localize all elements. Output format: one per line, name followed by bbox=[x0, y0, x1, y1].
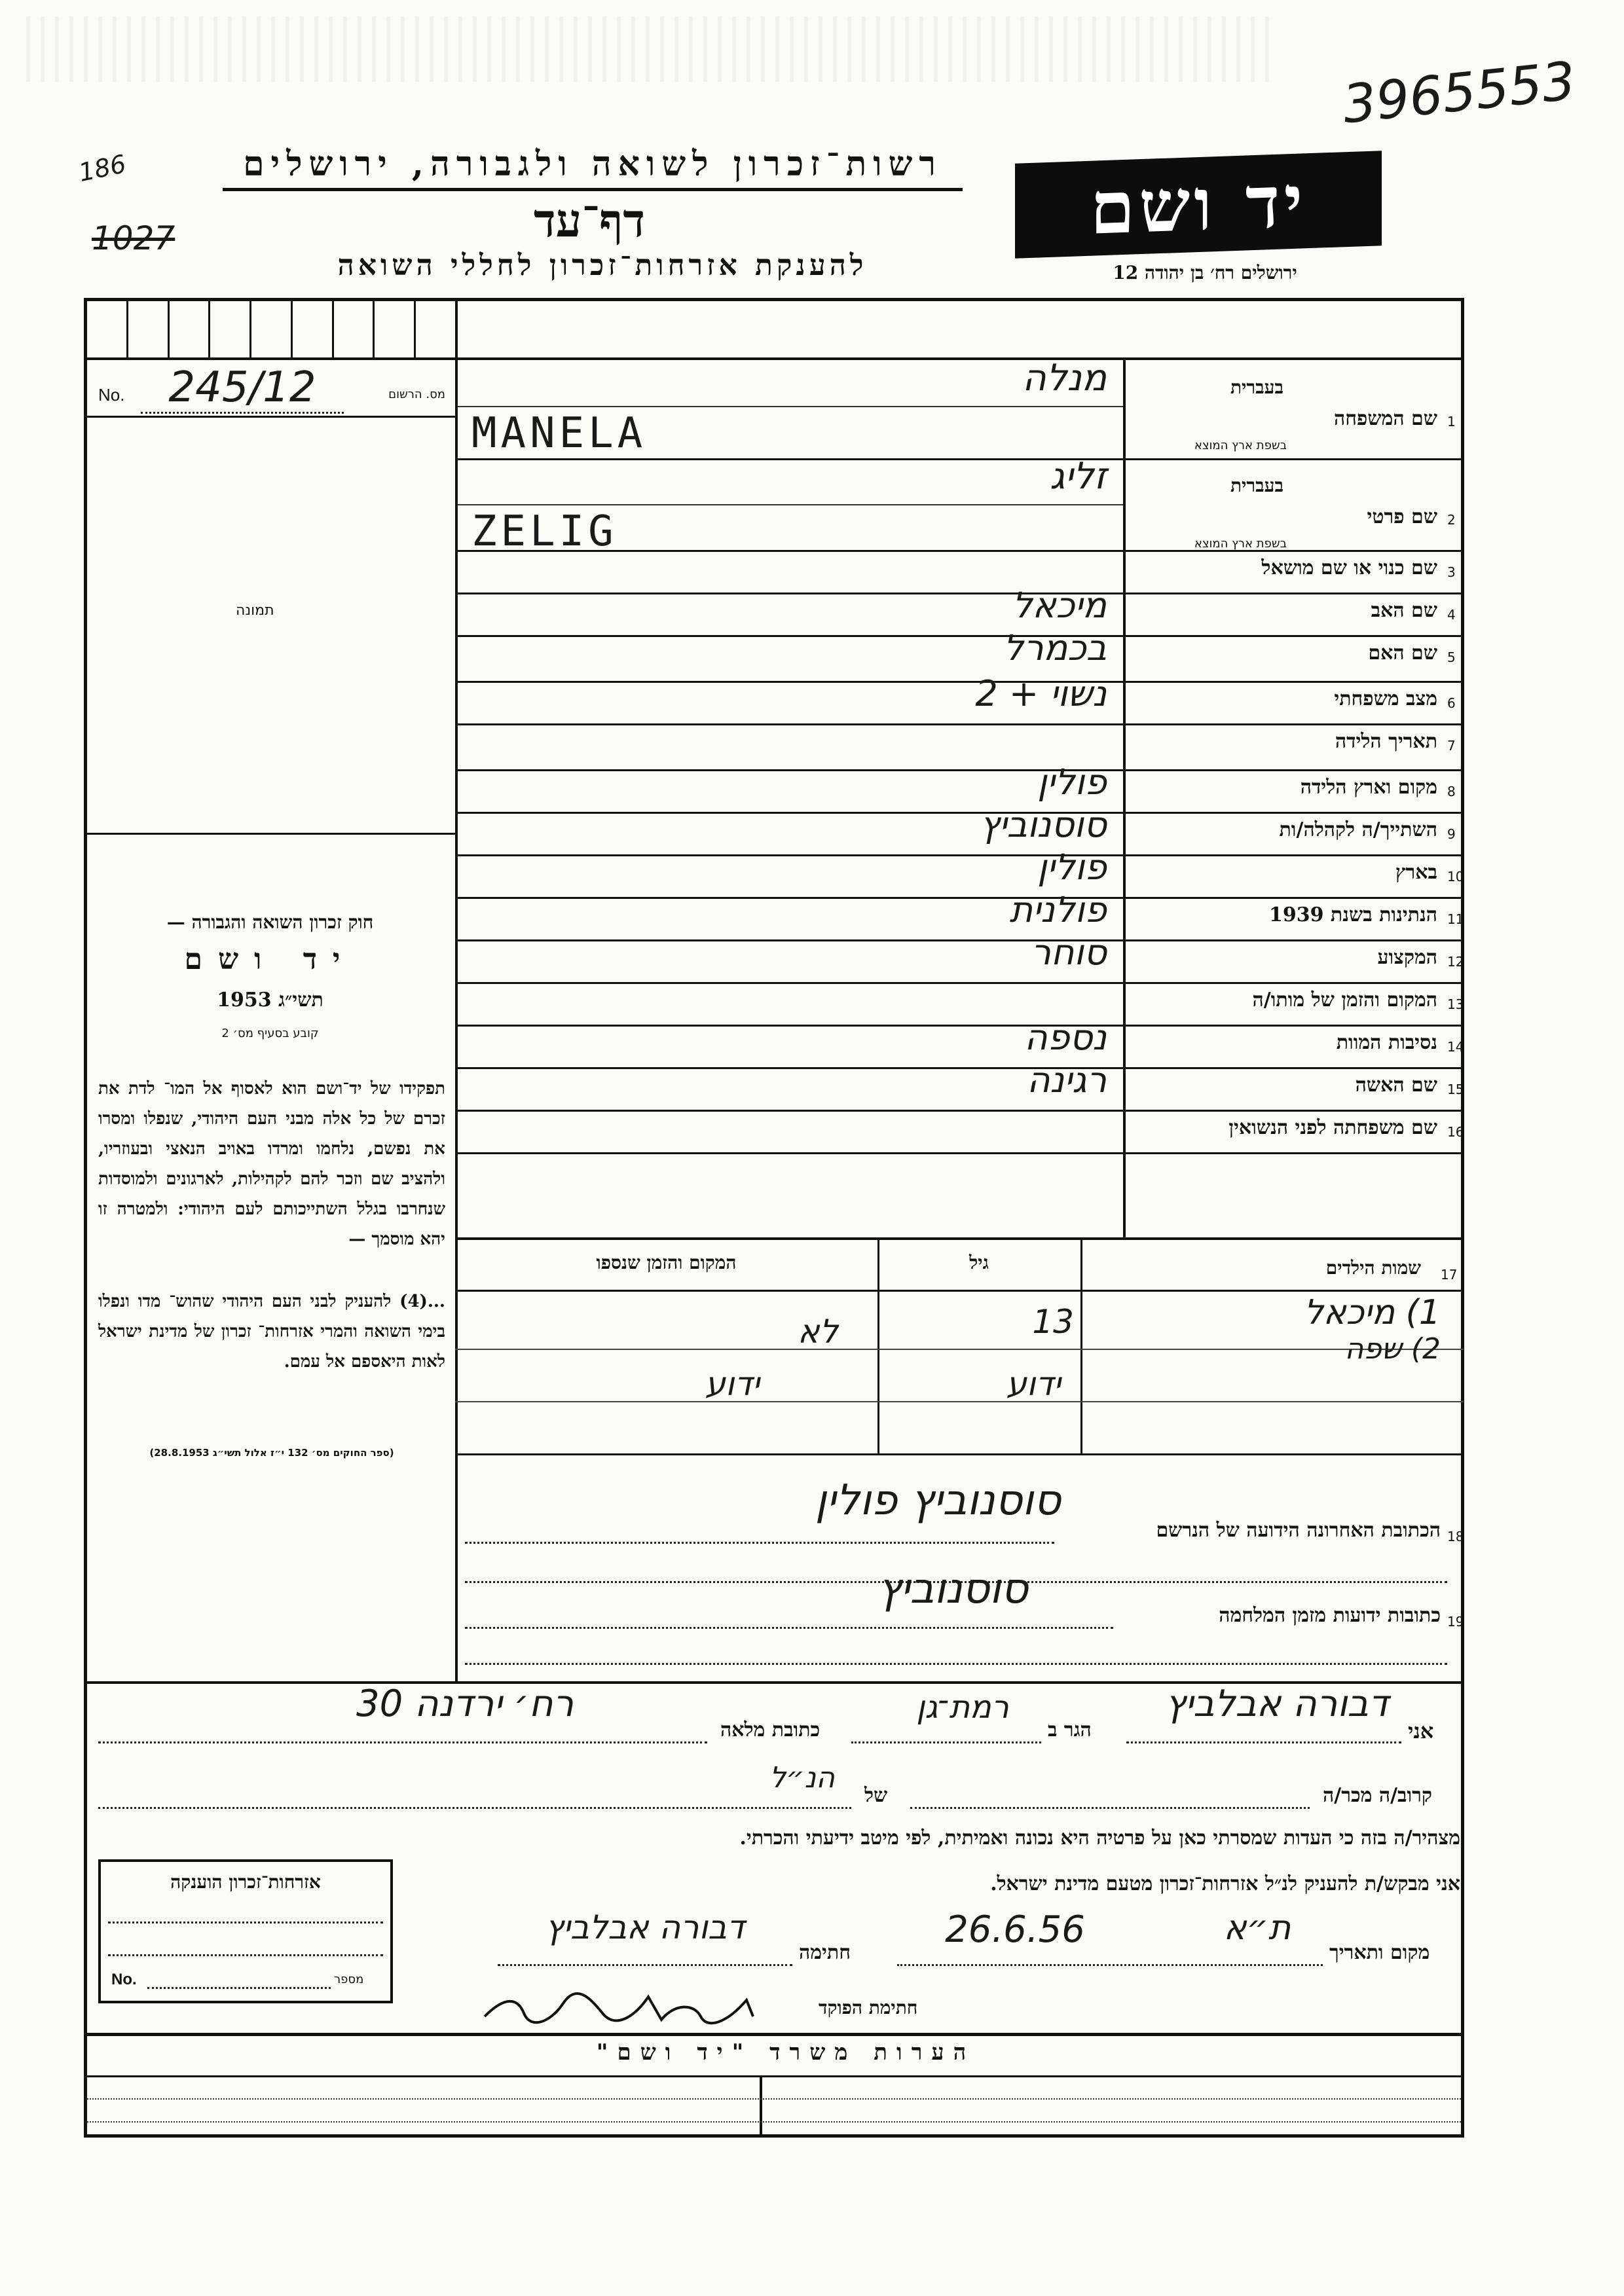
field-1-value-latin: MANELA bbox=[471, 409, 647, 458]
field-10-no: 10 bbox=[1447, 869, 1464, 884]
decl-signature-label: חתימה bbox=[799, 1941, 851, 1964]
field-1-value-hebrew: מנלה bbox=[1022, 357, 1107, 399]
law-name: יד ושם bbox=[184, 943, 356, 976]
field-13-no: 13 bbox=[1447, 996, 1464, 1012]
field-2-label: שם פרטי bbox=[1367, 505, 1437, 528]
law-para1: תפקידו של יד־ושם הוא לאסוף אל המו־ לדת את זכרם של כל אלה מבני העם היהודי, שנפלו ומסרו את נפשם, נלחמו ומרדו באויב הנאצי ובעוזריו, ולהציב שם וזכר להם לקהילות, לארגונים ולמוסדות שנחרבו בגלל השתייכותם לעם היהודי: ולמטרה זו יהא מוסמך — bbox=[98, 1079, 445, 1249]
field-9-value: סוסנוביץ bbox=[980, 804, 1107, 845]
decl-statement-2: אני מבקש/ת להעניק לנ״ל אזרחות־זכרון מטעם מדינת ישראל. bbox=[990, 1872, 1460, 1895]
field-7-label: תאריך הלידה bbox=[1335, 730, 1437, 753]
decl-i-line bbox=[1126, 1741, 1401, 1743]
field-1-sublabel-origin: בשפת ארץ המוצא bbox=[1194, 439, 1287, 452]
label-column-divider bbox=[1123, 360, 1126, 1237]
decl-resides-label: הגר ב bbox=[1048, 1719, 1092, 1741]
field-18-no: 18 bbox=[1447, 1529, 1464, 1544]
scan-noise bbox=[26, 16, 1270, 82]
registration-no-label-he: מס. הרשום bbox=[388, 388, 445, 401]
decl-place-date-line bbox=[897, 1964, 1323, 1966]
children-col-divider-1 bbox=[877, 1237, 879, 1453]
grant-box-no-en: No. bbox=[111, 1971, 137, 1988]
field-16-label: שם משפחתה לפני הנשואין bbox=[1228, 1116, 1437, 1139]
children-col-names: שמות הילדים bbox=[1325, 1257, 1421, 1279]
remarks-rule-1 bbox=[87, 2098, 1461, 2100]
field-6-no: 6 bbox=[1447, 695, 1456, 711]
institution-name: רשות־זכרון לשואה ולגבורה, ירושלים bbox=[223, 144, 963, 191]
field-18-value: סוסנוביץ פולין bbox=[815, 1476, 1061, 1525]
decl-i-value: דבורה אבלביץ bbox=[1165, 1683, 1389, 1725]
field-12-value: סוחר bbox=[1031, 932, 1107, 973]
child-2-name: 2) שפה bbox=[1344, 1332, 1441, 1366]
decl-place-value: ת״א bbox=[1223, 1908, 1291, 1948]
law-clause: קובע בסעיף מס׳ 2 bbox=[221, 1027, 319, 1040]
field-4-value: מיכאל bbox=[1012, 585, 1107, 626]
photo-label: תמונה bbox=[236, 602, 274, 619]
grant-line-2 bbox=[108, 1954, 383, 1956]
decl-signature-line bbox=[498, 1964, 792, 1966]
field-19-value: סוסנוביץ bbox=[877, 1565, 1028, 1613]
field-3-label: שם כנוי או שם מושאל bbox=[1261, 556, 1437, 579]
field-11-label: הנתינות בשנת 1939 bbox=[1268, 903, 1437, 926]
form-subtitle: להענקת אזרחות־זכרון לחללי השואה bbox=[337, 249, 868, 282]
children-col-divider-2 bbox=[1080, 1237, 1082, 1453]
corner-mark: 186 bbox=[76, 149, 129, 188]
child-2-age: ידוע bbox=[1006, 1365, 1061, 1403]
decl-relation-line bbox=[910, 1807, 1310, 1809]
field-9-label: השתייך/ה לקהלה/ות bbox=[1279, 818, 1437, 841]
law-para2: ...(4) להעניק לבני העם היהודי שהוש־ מדו ונפלו בימי השואה והמרי אזרחות־ זכרון של מדינת ישראל לאות היאספם אל עמם. bbox=[98, 1292, 445, 1372]
struck-number: 1027 bbox=[92, 219, 175, 257]
decl-relation-value: הנ״ל bbox=[769, 1761, 835, 1795]
field-2-sublabel-origin: בשפת ארץ המוצא bbox=[1194, 537, 1287, 551]
grant-line-1 bbox=[108, 1922, 383, 1923]
registration-no-label: No. bbox=[98, 385, 125, 405]
decl-resides-value: רמת־גן bbox=[916, 1689, 1009, 1726]
field-row-line bbox=[458, 1110, 1464, 1112]
field-18-underline bbox=[465, 1542, 1054, 1544]
children-header-bottom bbox=[455, 1290, 1464, 1292]
field-16-no: 16 bbox=[1447, 1124, 1464, 1140]
field-10-label: בארץ bbox=[1395, 861, 1437, 884]
inspector-signature bbox=[478, 1977, 792, 2036]
remarks-top bbox=[84, 2033, 1464, 2036]
children-col-place: המקום והזמן שנספו bbox=[596, 1252, 737, 1273]
addr-line-b bbox=[465, 1663, 1447, 1665]
field-8-value: פולין bbox=[1037, 761, 1107, 803]
field-2-value-latin: ZELIG bbox=[471, 507, 618, 556]
children-col-age: גיל bbox=[969, 1252, 989, 1273]
field-14-label: נסיבות המוות bbox=[1336, 1031, 1437, 1054]
field-2-mid-line bbox=[458, 504, 1123, 505]
field-5-value: בכמרל bbox=[1003, 627, 1107, 668]
strip-cells bbox=[87, 301, 457, 360]
reg-divider bbox=[87, 416, 455, 418]
decl-address-value: רח׳ ירדנה 30 bbox=[356, 1683, 574, 1725]
field-2-value-hebrew: זליג bbox=[1050, 455, 1107, 498]
field-11-no: 11 bbox=[1447, 911, 1464, 927]
decl-statement-1: מצהיר/ה בזה כי העדות שמסרתי כאן על פרטיה היא נכונה ואמיתית, לפי מיטב ידיעתי והכרתי. bbox=[739, 1827, 1460, 1850]
child-1-place: לא bbox=[798, 1313, 838, 1351]
child-2-place: ידוע bbox=[705, 1365, 760, 1403]
field-7-no: 7 bbox=[1447, 738, 1456, 754]
field-5-no: 5 bbox=[1447, 649, 1456, 665]
field-12-no: 12 bbox=[1447, 954, 1464, 970]
field-13-label: המקום והזמן של מותו/ה bbox=[1252, 989, 1437, 1011]
field-4-label: שם האב bbox=[1371, 599, 1437, 622]
field-6-label: מצב משפחתי bbox=[1334, 687, 1437, 710]
field-19-label: כתובות ידועות מזמן המלחמה bbox=[1219, 1604, 1441, 1627]
left-column-divider bbox=[455, 298, 458, 1683]
decl-signature-value: דבורה אבלביץ bbox=[545, 1908, 745, 1946]
decl-i-label: אני bbox=[1408, 1719, 1434, 1743]
logo-address: ירושלים רח׳ בן יהודה 12 bbox=[1113, 262, 1297, 283]
field-2-no: 2 bbox=[1447, 512, 1456, 528]
field-8-no: 8 bbox=[1447, 784, 1456, 799]
field-4-no: 4 bbox=[1447, 607, 1456, 623]
law-box-top bbox=[87, 833, 455, 835]
field-9-no: 9 bbox=[1447, 826, 1456, 842]
field-3-no: 3 bbox=[1447, 564, 1456, 580]
field-18-label: הכתובת האחרונה הידועה של הנרשם bbox=[1156, 1519, 1441, 1542]
decl-place-date-label: מקום ותאריך bbox=[1329, 1941, 1430, 1964]
field-6-value: נשוי + 2 bbox=[975, 673, 1107, 714]
field-15-label: שם האשה bbox=[1355, 1074, 1437, 1097]
decl-of-label: של bbox=[864, 1784, 888, 1807]
field-19-underline bbox=[465, 1627, 1113, 1629]
law-title: חוק זכרון השואה והגבורה — bbox=[166, 911, 374, 933]
grant-no-line bbox=[147, 1987, 331, 1989]
children-field-no: 17 bbox=[1441, 1267, 1458, 1283]
field-row-line bbox=[458, 982, 1464, 984]
law-year: תשי״ג 1953 bbox=[217, 989, 323, 1011]
child-1-name: 1) מיכאל bbox=[1304, 1293, 1441, 1332]
yad-vashem-logo bbox=[1015, 151, 1382, 259]
inspector-signature-label: חתימת הפוקד bbox=[819, 1997, 918, 2018]
field-8-label: מקום וארץ הלידה bbox=[1300, 776, 1437, 799]
field-1-mid-line bbox=[458, 406, 1123, 407]
field-14-no: 14 bbox=[1447, 1039, 1464, 1055]
field-15-no: 15 bbox=[1447, 1082, 1464, 1097]
field-15-value: רגינה bbox=[1027, 1059, 1107, 1101]
field-row-line bbox=[458, 723, 1464, 725]
form-title: דף־עד bbox=[533, 193, 645, 247]
children-header-top bbox=[455, 1237, 1464, 1240]
law-citation: (ספר החוקים מס׳ 132 י״ז אלול תשי״ג 28.8.1953) bbox=[149, 1447, 394, 1459]
grant-box-no-he: מספר bbox=[334, 1973, 364, 1986]
registration-no-value: 245/12 bbox=[141, 363, 344, 414]
decl-resides-line bbox=[851, 1741, 1041, 1743]
remarks-rule-2 bbox=[87, 2121, 1461, 2123]
field-5-label: שם האם bbox=[1368, 642, 1437, 665]
remarks-title: הערות משרד "יד ושם" bbox=[596, 2039, 976, 2066]
field-19-no: 19 bbox=[1447, 1614, 1464, 1630]
decl-relation-label: קרוב/ה מכר/ה bbox=[1323, 1784, 1432, 1807]
field-row-line bbox=[458, 1152, 1464, 1154]
field-1-no: 1 bbox=[1447, 414, 1456, 429]
remarks-title-underline bbox=[84, 2075, 1464, 2077]
decl-of-line bbox=[98, 1807, 851, 1809]
decl-date-value: 26.6.56 bbox=[945, 1908, 1085, 1951]
field-11-value: פולנית bbox=[1009, 889, 1107, 930]
decl-address-line bbox=[98, 1741, 707, 1743]
child-1-age: 13 bbox=[1032, 1303, 1074, 1341]
field-12-label: המקצוע bbox=[1377, 946, 1437, 969]
field-2-sublabel-hebrew: בעברית bbox=[1230, 475, 1283, 496]
remarks-center-divider bbox=[760, 2075, 762, 2138]
field-14-value: נספה bbox=[1024, 1017, 1107, 1058]
grant-box-title: אזרחות־זכרון הוענקה bbox=[170, 1871, 321, 1893]
field-1-sublabel-hebrew: בעברית bbox=[1230, 376, 1283, 398]
decl-address-label: כתובת מלאה bbox=[720, 1719, 821, 1741]
field-10-value: פולין bbox=[1037, 847, 1107, 888]
logo-text: יד ושם bbox=[1090, 158, 1307, 251]
children-row-line-3 bbox=[455, 1453, 1464, 1455]
field-1-label: שם המשפחה bbox=[1333, 407, 1437, 430]
archive-number: 3965553 bbox=[1340, 50, 1579, 136]
